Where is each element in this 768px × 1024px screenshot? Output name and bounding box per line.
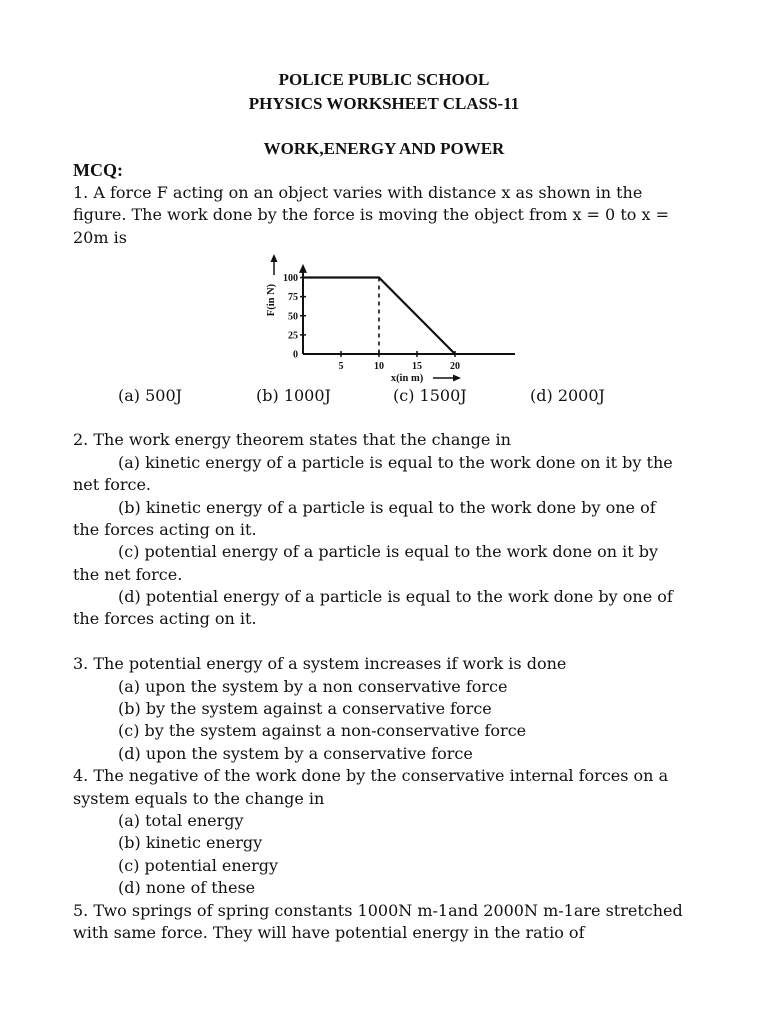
y-axis-label: F(in N)	[266, 283, 277, 317]
y-tick-label: 25	[288, 330, 298, 342]
x-tick-label: 20	[450, 361, 460, 372]
x-axis-label: x(in m)	[390, 373, 424, 384]
q2-option-d-line-1: (d) potential energy of a particle is equal to the work done by one of	[118, 587, 673, 606]
q1-option-a: (a) 500J	[118, 386, 183, 405]
school-name: POLICE PUBLIC SCHOOL	[278, 70, 490, 89]
y-axis-arrow	[299, 264, 307, 273]
chart-labels	[266, 254, 461, 384]
q2-option-a-line-1: (a) kinetic energy of a particle is equal to the work done on it by the	[118, 453, 673, 472]
q4-line-1: 4. The negative of the work done by the conservative internal forces on a	[73, 766, 669, 785]
data-point	[302, 277, 304, 279]
q2-option-d-line-2: the forces acting on it.	[73, 609, 257, 628]
q4-option-c: (c) potential energy	[118, 856, 279, 875]
worksheet-title: PHYSICS WORKSHEET CLASS-11	[248, 94, 520, 113]
y-tick-label: 100	[283, 273, 298, 284]
q5-line-2: with same force. They will have potential energy in the ratio of	[73, 923, 585, 942]
q2-stem: 2. The work energy theorem states that the change in	[73, 430, 511, 449]
topic-title: WORK,ENERGY AND POWER	[263, 139, 505, 158]
q4-option-b: (b) kinetic energy	[118, 833, 263, 852]
q3-option-a: (a) upon the system by a non conservative force	[118, 677, 508, 696]
q2-option-c-line-2: the net force.	[73, 565, 183, 584]
q2-option-b-line-1: (b) kinetic energy of a particle is equal to the work done by one of	[118, 498, 656, 517]
y-tick-label: 75	[288, 292, 298, 304]
y-tick-label: 0	[293, 349, 298, 361]
q3-option-d: (d) upon the system by a conservative force	[118, 744, 473, 763]
q2-option-a-line-2: net force.	[73, 475, 152, 494]
q3-option-c: (c) by the system against a non-conservative force	[118, 721, 527, 740]
q3-option-b: (b) by the system against a conservative force	[118, 699, 492, 718]
chart-series	[302, 277, 456, 355]
q5-line-1: 5. Two springs of spring constants 1000N m-1and 2000N m-1are stretched	[73, 901, 683, 920]
q1-option-b: (b) 1000J	[256, 386, 331, 405]
q2-option-b-line-2: the forces acting on it.	[73, 520, 257, 539]
y-tick-label: 50	[288, 311, 298, 323]
x-label-arrow-head	[453, 375, 461, 382]
q1-option-c: (c) 1500J	[393, 386, 467, 405]
q4-line-2: system equals to the change in	[73, 789, 325, 808]
force-distance-chart	[255, 245, 515, 390]
y-label-arrow-head	[271, 254, 278, 262]
x-tick-label: 15	[412, 361, 422, 372]
q1-line-1: 1. A force F acting on an object varies with distance x as shown in the	[73, 183, 643, 202]
q1-option-d: (d) 2000J	[530, 386, 605, 405]
q3-stem: 3. The potential energy of a system increases if work is done	[73, 654, 567, 673]
data-point	[454, 353, 456, 355]
q1-line-2: figure. The work done by the force is moving the object from x = 0 to x =	[73, 205, 669, 224]
q2-option-c-line-1: (c) potential energy of a particle is equal to the work done on it by	[118, 542, 659, 561]
x-tick-label: 10	[374, 361, 384, 372]
x-tick-label: 5	[338, 361, 344, 372]
q4-option-a: (a) total energy	[118, 811, 244, 830]
chart-ticks	[300, 278, 455, 358]
section-label: MCQ:	[73, 160, 123, 180]
q1-line-3: 20m is	[73, 228, 127, 247]
q4-option-d: (d) none of these	[118, 878, 256, 897]
